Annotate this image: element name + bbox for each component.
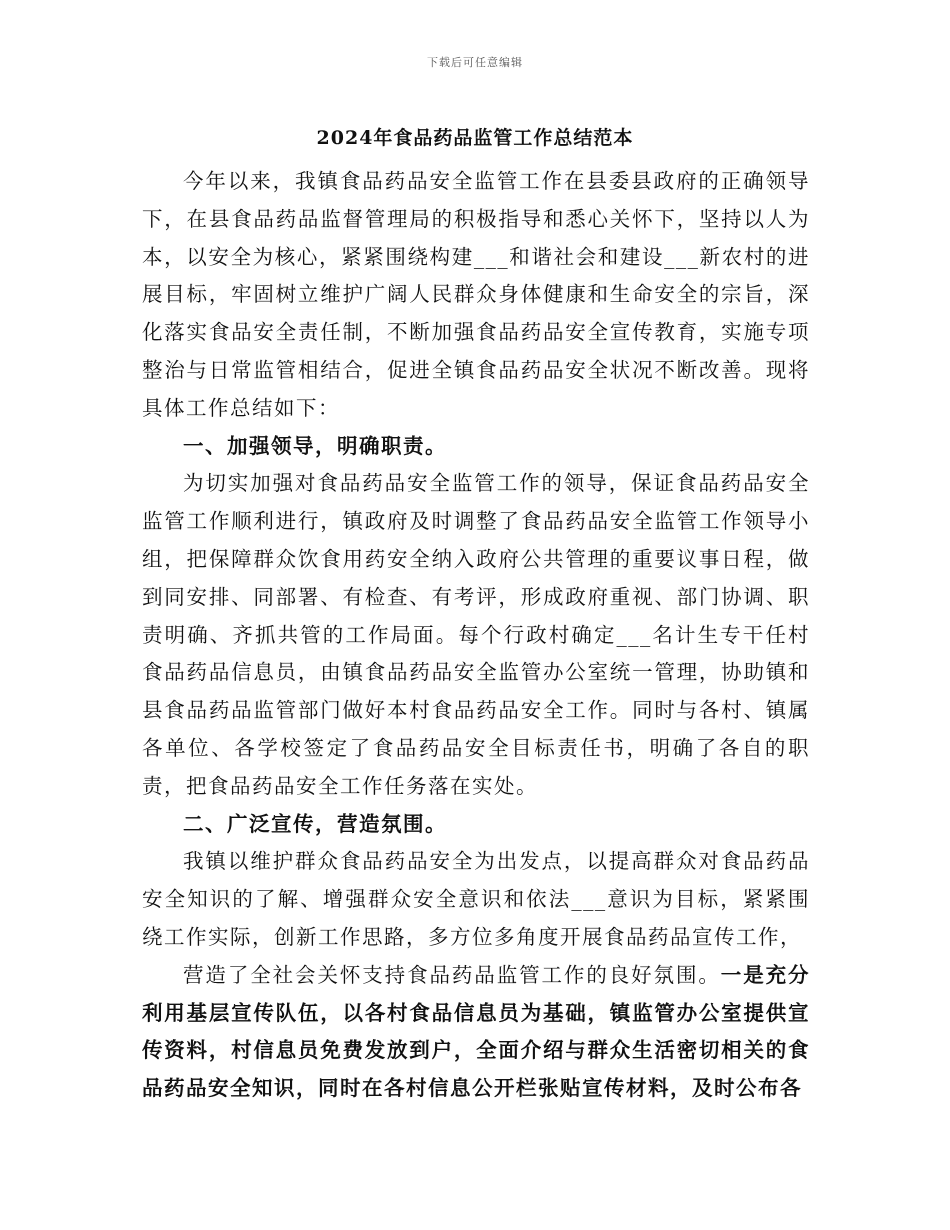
document-body [142, 163, 810, 1108]
paragraph-atmosphere [142, 957, 810, 1108]
paragraph-intro: 今年以来，我镇食品药品安全监管工作在县委县政府的正确领导下，在县食品药品监督管理局的积极指导和悉心关怀下，坚持以人为本，以安全为核心，紧紧围绕构建___和谐社会和建设___新农村的进展目标，牢固树立维护广阔人民群众身体健康和生命安全的宗旨，深化落实食品安全责任制，不断加强食品药品安全宣传教育，实施专项整治与日常监管相结合，促进全镇食品药品安全状况不断改善。现将具体工作总结如下： [142, 169, 810, 420]
paragraph-atmosphere-bold: 一是充分利用基层宣传队伍，以各村食品信息员为基础，镇监管办公室提供宣传资料，村信息员免费发放到户，全面介绍与群众生活密切相关的食品药品安全知识，同时在各村信息公开栏张贴宣传材料，及时公布各 [142, 962, 811, 1101]
paragraph-atmosphere-normal: 营造了全社会关怀支持食品药品监管工作的良好氛围。 [183, 962, 721, 987]
paragraph-publicity: 我镇以维护群众食品药品安全为出发点，以提高群众对食品药品安全知识的了解、增强群众安全意识和依法___意识为目标，紧紧围绕工作实际，创新工作思路，多方位多角度开展食品药品宣传工作， [142, 849, 810, 949]
paragraph-leadership: 为切实加强对食品药品安全监管工作的领导，保证食品药品安全监管工作顺利进行，镇政府及时调整了食品药品安全监管工作领导小组，把保障群众饮食用药安全纳入政府公共管理的重要议事日程，做到同安排、同部署、有检查、有考评，形成政府重视、部门协调、职责明确、齐抓共管的工作局面。每个行政村确定___名计生专干任村食品药品信息员，由镇食品药品安全监管办公室统一管理，协助镇和县食品药品监管部门做好本村食品药品安全工作。同时与各村、镇属各单位、各学校签定了食品药品安全目标责任书，明确了各自的职责，把食品药品安全工作任务落在实处。 [142, 471, 810, 798]
section-heading-1: 一、加强领导，明确职责。 [183, 433, 447, 458]
section-heading-2: 二、广泛宣传，营造氛围。 [183, 811, 447, 836]
document-title: 2024年食品药品监管工作总结范本 [316, 127, 634, 149]
page-header-note: 下载后可任意编辑 [427, 56, 523, 69]
